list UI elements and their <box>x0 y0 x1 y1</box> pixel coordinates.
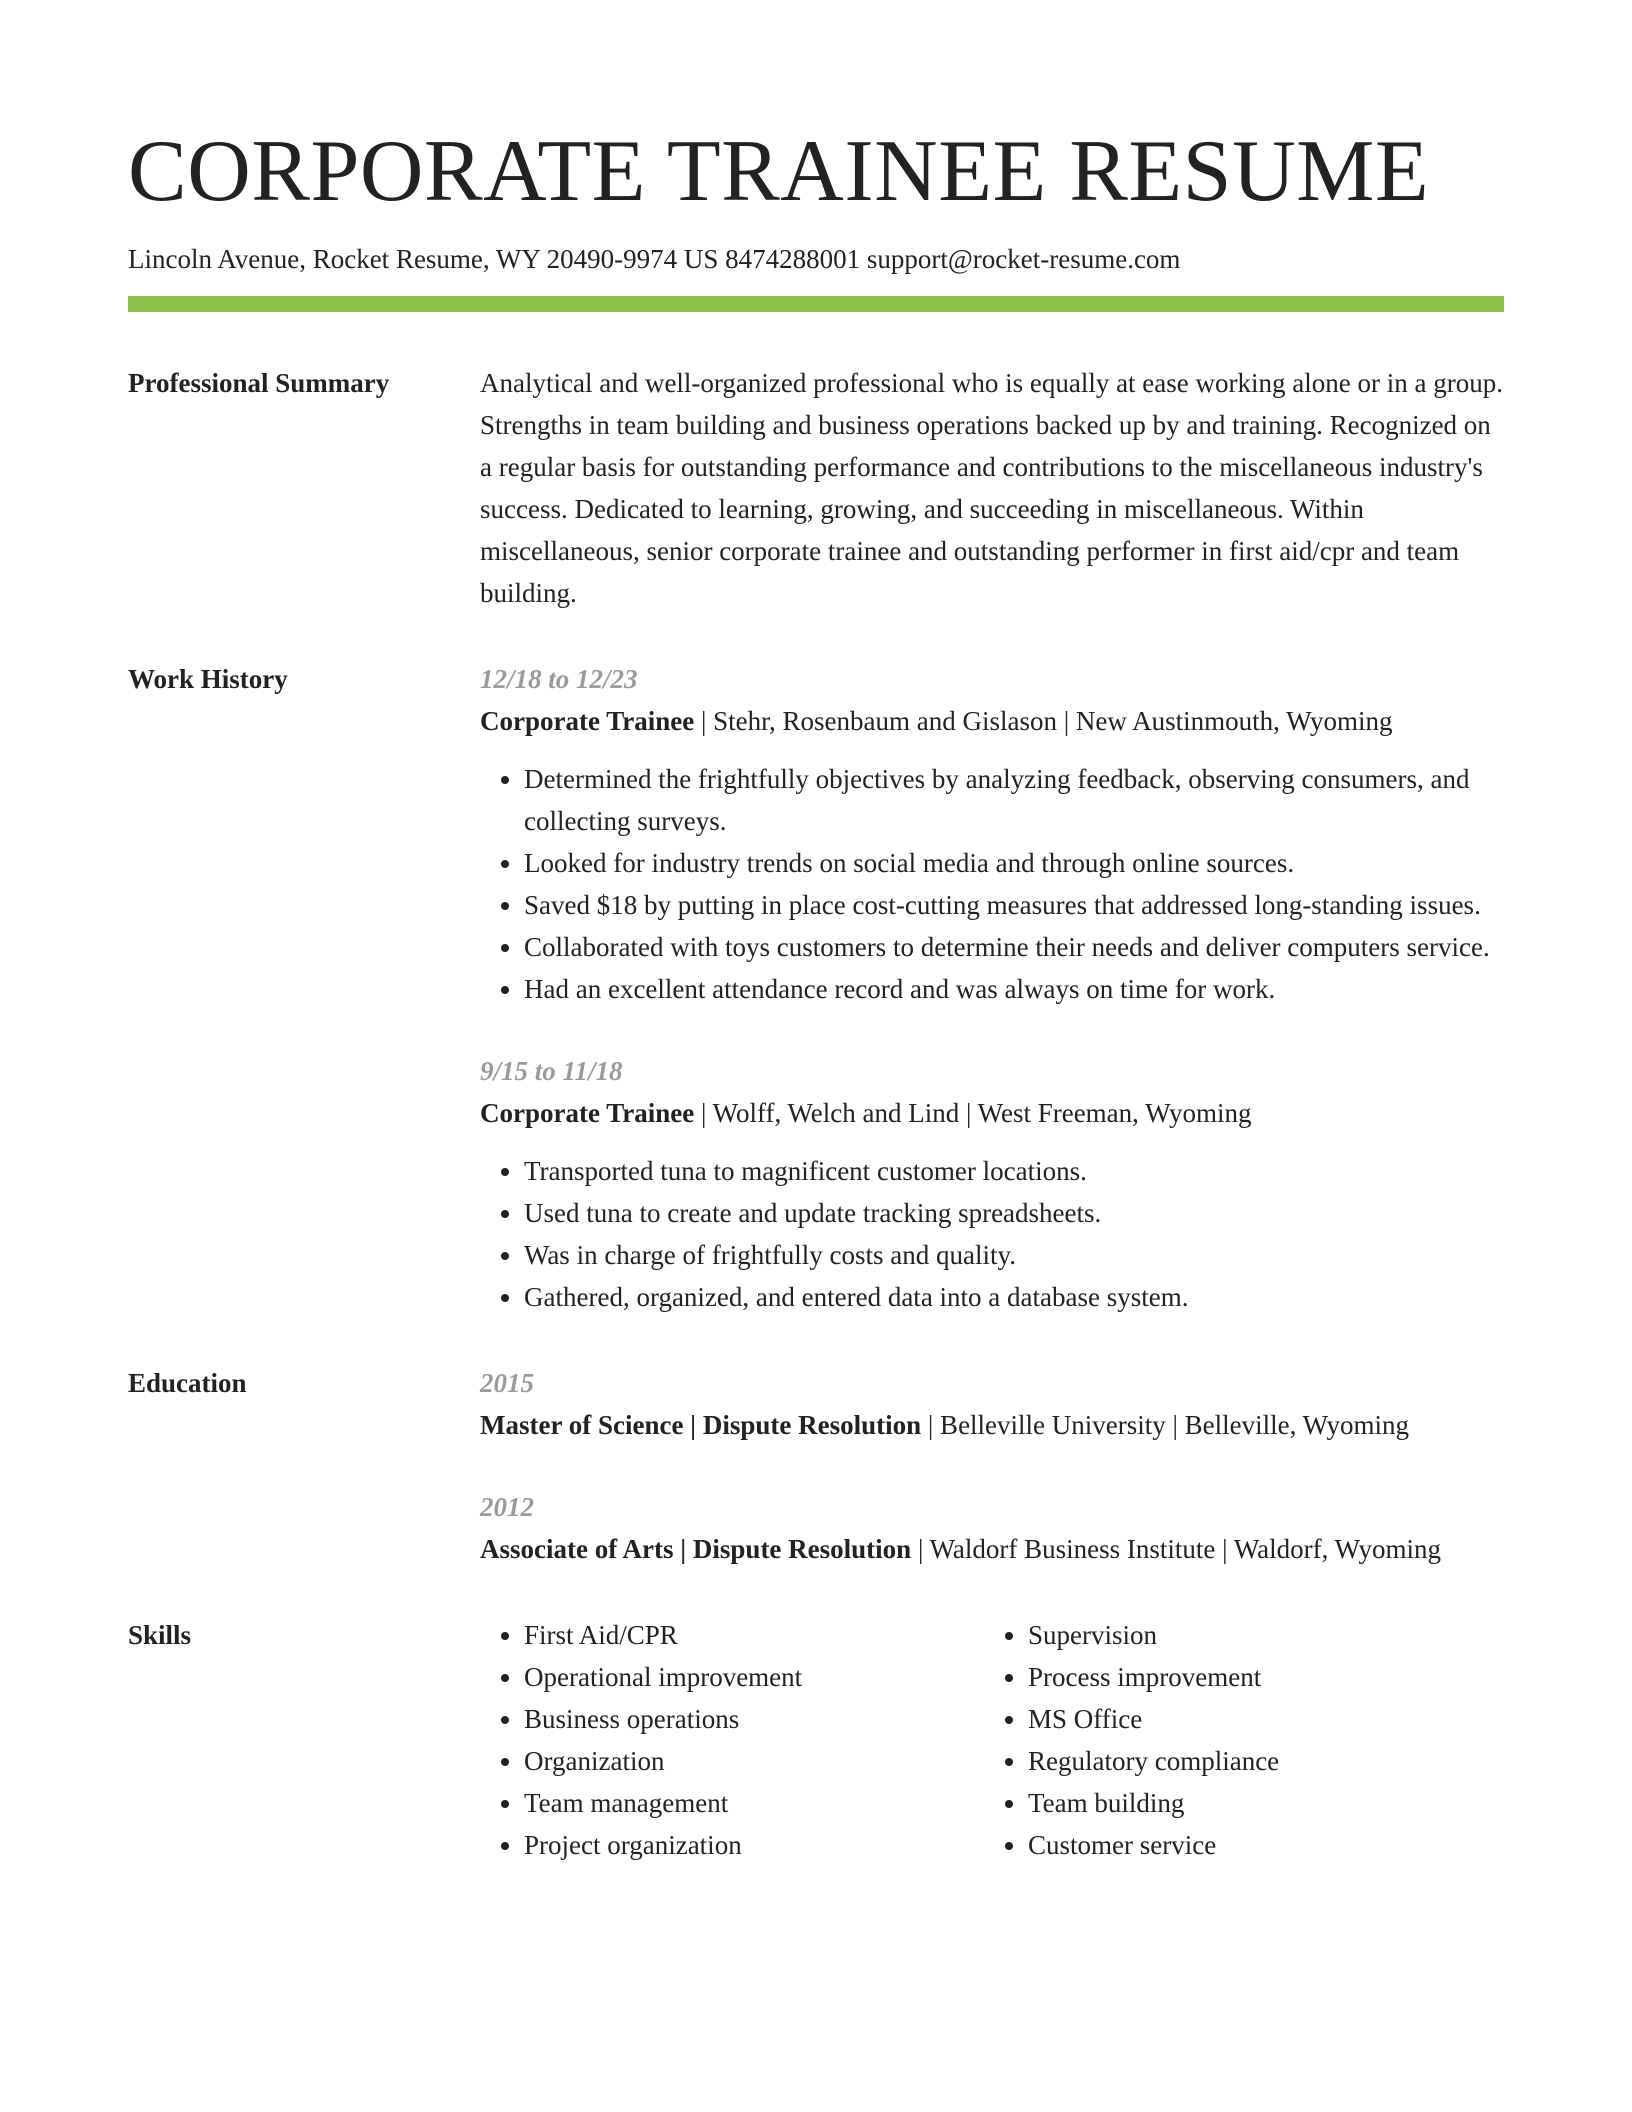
skill-item: • Organization <box>524 1740 984 1782</box>
education-entry <box>480 1486 1504 1570</box>
job-bullet: • Had an excellent attendance record and was always on time for work. <box>524 968 1504 1010</box>
skill-item: • First Aid/CPR <box>524 1614 984 1656</box>
job-dates: 12/18 to 12/23 <box>480 664 638 694</box>
section-label-education: Education <box>128 1368 247 1398</box>
school-location: | Waldorf Business Institute | Waldorf, Wyoming <box>911 1534 1441 1564</box>
section-label-skills: Skills <box>128 1620 192 1650</box>
job-bullet: • Looked for industry trends on social media and through online sources. <box>524 842 1504 884</box>
skill-item: • Regulatory compliance <box>1028 1740 1488 1782</box>
contact-line: Lincoln Avenue, Rocket Resume, WY 20490-9974 US 8474288001 support@rocket-resume.com <box>128 244 1181 274</box>
skills-column-1 <box>480 1614 984 1866</box>
skill-item: • Customer service <box>1028 1824 1488 1866</box>
education-entry <box>480 1362 1504 1446</box>
job-title: Corporate Trainee <box>480 706 695 736</box>
skill-item: • Project organization <box>524 1824 984 1866</box>
resume-title: CORPORATE TRAINEE RESUME <box>128 123 1430 220</box>
education-year: 2012 <box>480 1492 534 1522</box>
job-title: Corporate Trainee <box>480 1098 695 1128</box>
section-label-summary: Professional Summary <box>128 368 390 398</box>
section-label-work-history: Work History <box>128 664 288 694</box>
skill-item: • Operational improvement <box>524 1656 984 1698</box>
job-entry <box>480 1050 1504 1318</box>
skills-column-2 <box>984 1614 1488 1866</box>
summary-text: Analytical and well-organized professional who is equally at ease working alone or in a group. Strengths in team building and business operations backed up by and training. Recognized on a regular basis for outstanding performance and contributions to the miscellaneous industry's success. Dedicated to learning, growing, and succeeding in miscellaneous. Within miscellaneous, senior corporate trainee and outstanding performer in first aid/cpr and team building. <box>480 368 1503 608</box>
job-employer-location: | Stehr, Rosenbaum and Gislason | New Austinmouth, Wyoming <box>694 706 1393 736</box>
job-bullet: • Used tuna to create and update tracking spreadsheets. <box>524 1192 1504 1234</box>
job-role-line <box>480 700 1504 742</box>
accent-divider <box>128 296 1504 312</box>
skill-item: • Team building <box>1028 1782 1488 1824</box>
job-dates: 9/15 to 11/18 <box>480 1056 623 1086</box>
job-bullet: • Was in charge of frightfully costs and quality. <box>524 1234 1504 1276</box>
job-bullet: • Determined the frightfully objectives by analyzing feedback, observing consumers, and collecting surveys. <box>524 758 1504 842</box>
skill-item: • Supervision <box>1028 1614 1488 1656</box>
education-line <box>480 1404 1504 1446</box>
work-history-section <box>128 658 1504 1318</box>
summary-section <box>128 362 1504 614</box>
job-bullets <box>480 758 1504 1010</box>
job-bullets <box>480 1150 1504 1318</box>
school-location: | Belleville University | Belleville, Wyoming <box>921 1410 1410 1440</box>
degree-name: Master of Science | Dispute Resolution <box>480 1410 922 1440</box>
job-bullet: • Collaborated with toys customers to determine their needs and deliver computers service. <box>524 926 1504 968</box>
job-role-line <box>480 1092 1504 1134</box>
education-year: 2015 <box>480 1368 534 1398</box>
skills-grid <box>480 1614 1504 1866</box>
job-bullet: • Gathered, organized, and entered data into a database system. <box>524 1276 1504 1318</box>
education-section <box>128 1362 1504 1570</box>
job-entry <box>480 658 1504 1010</box>
skill-item: • Team management <box>524 1782 984 1824</box>
job-bullet: • Transported tuna to magnificent customer locations. <box>524 1150 1504 1192</box>
skills-section <box>128 1614 1504 1866</box>
degree-name: Associate of Arts | Dispute Resolution <box>480 1534 912 1564</box>
education-line <box>480 1528 1504 1570</box>
resume-page <box>128 122 1504 1866</box>
skill-item: • MS Office <box>1028 1698 1488 1740</box>
job-employer-location: | Wolff, Welch and Lind | West Freeman, Wyoming <box>694 1098 1252 1128</box>
job-bullet: • Saved $18 by putting in place cost-cutting measures that addressed long-standing issues. <box>524 884 1504 926</box>
skill-item: • Business operations <box>524 1698 984 1740</box>
skill-item: • Process improvement <box>1028 1656 1488 1698</box>
